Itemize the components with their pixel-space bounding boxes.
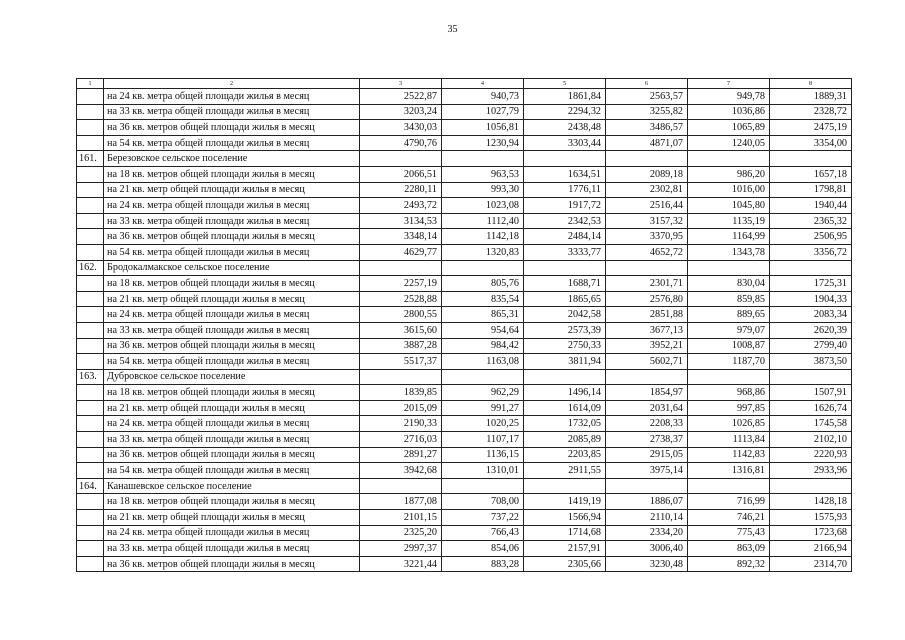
value-cell: 1142,18 (442, 229, 524, 245)
section-row (77, 478, 852, 494)
value-cell: 3677,13 (606, 322, 688, 338)
row-label: на 54 кв. метра общей площади жилья в месяц (104, 463, 360, 479)
value-cell: 3811,94 (524, 354, 606, 370)
value-cell: 2085,89 (524, 432, 606, 448)
section-number: 162. (77, 260, 104, 276)
column-number-row (77, 79, 852, 89)
value-cell: 5602,71 (606, 354, 688, 370)
row-label: на 18 кв. метров общей площади жилья в месяц (104, 166, 360, 182)
table-row (77, 385, 852, 401)
section-number: 161. (77, 151, 104, 167)
value-cell: 3354,00 (770, 135, 852, 151)
value-cell: 1657,18 (770, 166, 852, 182)
value-cell: 1940,44 (770, 198, 852, 214)
section-row (77, 260, 852, 276)
value-cell: 2166,94 (770, 541, 852, 557)
value-cell: 1163,08 (442, 354, 524, 370)
value-cell: 1016,00 (688, 182, 770, 198)
empty-cell (360, 369, 442, 385)
empty-cell (360, 151, 442, 167)
row-number-cell (77, 338, 104, 354)
table-row (77, 525, 852, 541)
table-row (77, 541, 852, 557)
empty-cell (770, 260, 852, 276)
row-number-cell (77, 291, 104, 307)
value-cell: 805,76 (442, 276, 524, 292)
value-cell: 1798,81 (770, 182, 852, 198)
row-label: на 33 кв. метра общей площади жилья в месяц (104, 432, 360, 448)
value-cell: 2438,48 (524, 120, 606, 136)
value-cell: 2066,51 (360, 166, 442, 182)
value-cell: 1507,91 (770, 385, 852, 401)
value-cell: 1107,17 (442, 432, 524, 448)
row-label: на 54 кв. метра общей площади жилья в месяц (104, 244, 360, 260)
value-cell: 2325,20 (360, 525, 442, 541)
value-cell: 1626,74 (770, 400, 852, 416)
tariff-table (76, 78, 852, 572)
table-row (77, 229, 852, 245)
table-row (77, 120, 852, 136)
table-row (77, 166, 852, 182)
row-label: на 54 кв. метра общей площади жилья в месяц (104, 135, 360, 151)
value-cell: 1904,33 (770, 291, 852, 307)
value-cell: 2365,32 (770, 213, 852, 229)
value-cell: 2573,39 (524, 322, 606, 338)
value-cell: 2933,96 (770, 463, 852, 479)
value-cell: 1889,31 (770, 89, 852, 105)
column-number: 7 (688, 79, 770, 89)
value-cell: 1496,14 (524, 385, 606, 401)
value-cell: 1056,81 (442, 120, 524, 136)
value-cell: 2157,91 (524, 541, 606, 557)
value-cell: 2851,88 (606, 307, 688, 323)
value-cell: 2484,14 (524, 229, 606, 245)
value-cell: 2475,19 (770, 120, 852, 136)
row-number-cell (77, 229, 104, 245)
value-cell: 2089,18 (606, 166, 688, 182)
row-number-cell (77, 182, 104, 198)
column-number: 4 (442, 79, 524, 89)
row-number-cell (77, 432, 104, 448)
value-cell: 2522,87 (360, 89, 442, 105)
row-number-cell (77, 447, 104, 463)
value-cell: 1020,25 (442, 416, 524, 432)
row-number-cell (77, 89, 104, 105)
table-row (77, 322, 852, 338)
row-label: на 36 кв. метров общей площади жилья в месяц (104, 447, 360, 463)
row-label: на 33 кв. метра общей площади жилья в месяц (104, 104, 360, 120)
table-row (77, 307, 852, 323)
value-cell: 1310,01 (442, 463, 524, 479)
row-number-cell (77, 385, 104, 401)
value-cell: 775,43 (688, 525, 770, 541)
value-cell: 2305,66 (524, 556, 606, 572)
value-cell: 2506,95 (770, 229, 852, 245)
row-number-cell (77, 276, 104, 292)
value-cell: 1343,78 (688, 244, 770, 260)
table-row (77, 104, 852, 120)
value-cell: 4871,07 (606, 135, 688, 151)
empty-cell (770, 478, 852, 494)
value-cell: 3356,72 (770, 244, 852, 260)
value-cell: 2576,80 (606, 291, 688, 307)
value-cell: 2334,20 (606, 525, 688, 541)
value-cell: 3203,24 (360, 104, 442, 120)
row-number-cell (77, 120, 104, 136)
value-cell: 3157,32 (606, 213, 688, 229)
value-cell: 3221,44 (360, 556, 442, 572)
value-cell: 865,31 (442, 307, 524, 323)
table-row (77, 198, 852, 214)
value-cell: 1036,86 (688, 104, 770, 120)
value-cell: 1320,83 (442, 244, 524, 260)
table-row (77, 135, 852, 151)
value-cell: 3942,68 (360, 463, 442, 479)
column-number: 2 (104, 79, 360, 89)
row-label: на 18 кв. метров общей площади жилья в месяц (104, 494, 360, 510)
value-cell: 3873,50 (770, 354, 852, 370)
empty-cell (606, 478, 688, 494)
section-title: Березовское сельское поселение (104, 151, 360, 167)
row-number-cell (77, 494, 104, 510)
value-cell: 1027,79 (442, 104, 524, 120)
row-label: на 24 кв. метра общей площади жилья в месяц (104, 416, 360, 432)
column-number: 3 (360, 79, 442, 89)
value-cell: 2190,33 (360, 416, 442, 432)
row-label: на 24 кв. метра общей площади жилья в месяц (104, 89, 360, 105)
value-cell: 708,00 (442, 494, 524, 510)
row-label: на 54 кв. метра общей площади жилья в месяц (104, 354, 360, 370)
row-number-cell (77, 463, 104, 479)
value-cell: 1917,72 (524, 198, 606, 214)
value-cell: 2800,55 (360, 307, 442, 323)
value-cell: 2208,33 (606, 416, 688, 432)
row-number-cell (77, 135, 104, 151)
value-cell: 835,54 (442, 291, 524, 307)
table-row (77, 400, 852, 416)
value-cell: 1575,93 (770, 510, 852, 526)
row-label: на 36 кв. метров общей площади жилья в месяц (104, 556, 360, 572)
value-cell: 2528,88 (360, 291, 442, 307)
value-cell: 1723,68 (770, 525, 852, 541)
row-label: на 33 кв. метра общей площади жилья в месяц (104, 213, 360, 229)
empty-cell (360, 478, 442, 494)
value-cell: 1045,80 (688, 198, 770, 214)
table-row (77, 291, 852, 307)
value-cell: 2280,11 (360, 182, 442, 198)
value-cell: 2493,72 (360, 198, 442, 214)
value-cell: 889,65 (688, 307, 770, 323)
value-cell: 1714,68 (524, 525, 606, 541)
value-cell: 3006,40 (606, 541, 688, 557)
value-cell: 1886,07 (606, 494, 688, 510)
row-number-cell (77, 104, 104, 120)
row-label: на 36 кв. метров общей площади жилья в месяц (104, 338, 360, 354)
value-cell: 2110,14 (606, 510, 688, 526)
value-cell: 1776,11 (524, 182, 606, 198)
value-cell: 968,86 (688, 385, 770, 401)
table-row (77, 510, 852, 526)
value-cell: 2915,05 (606, 447, 688, 463)
value-cell: 3333,77 (524, 244, 606, 260)
value-cell: 2911,55 (524, 463, 606, 479)
empty-cell (524, 151, 606, 167)
empty-cell (524, 369, 606, 385)
table-row (77, 463, 852, 479)
value-cell: 863,09 (688, 541, 770, 557)
value-cell: 1112,40 (442, 213, 524, 229)
value-cell: 979,07 (688, 322, 770, 338)
row-label: на 18 кв. метров общей площади жилья в месяц (104, 276, 360, 292)
empty-cell (770, 369, 852, 385)
column-number: 5 (524, 79, 606, 89)
value-cell: 3975,14 (606, 463, 688, 479)
value-cell: 4790,76 (360, 135, 442, 151)
value-cell: 1732,05 (524, 416, 606, 432)
value-cell: 2342,53 (524, 213, 606, 229)
row-number-cell (77, 213, 104, 229)
value-cell: 1839,85 (360, 385, 442, 401)
value-cell: 1861,84 (524, 89, 606, 105)
row-label: на 21 кв. метр общей площади жилья в месяц (104, 400, 360, 416)
value-cell: 1136,15 (442, 447, 524, 463)
value-cell: 2301,71 (606, 276, 688, 292)
row-number-cell (77, 510, 104, 526)
row-number-cell (77, 400, 104, 416)
value-cell: 2101,15 (360, 510, 442, 526)
empty-cell (442, 369, 524, 385)
value-cell: 984,42 (442, 338, 524, 354)
row-number-cell (77, 244, 104, 260)
table-row (77, 354, 852, 370)
value-cell: 2563,57 (606, 89, 688, 105)
value-cell: 963,53 (442, 166, 524, 182)
empty-cell (524, 478, 606, 494)
empty-cell (360, 260, 442, 276)
value-cell: 1065,89 (688, 120, 770, 136)
value-cell: 3486,57 (606, 120, 688, 136)
value-cell: 1142,83 (688, 447, 770, 463)
empty-cell (606, 151, 688, 167)
value-cell: 2314,70 (770, 556, 852, 572)
section-title: Бродокалмакское сельское поселение (104, 260, 360, 276)
value-cell: 2302,81 (606, 182, 688, 198)
value-cell: 1164,99 (688, 229, 770, 245)
value-cell: 949,78 (688, 89, 770, 105)
section-title: Канашевское сельское поселение (104, 478, 360, 494)
value-cell: 883,28 (442, 556, 524, 572)
empty-cell (770, 151, 852, 167)
row-label: на 21 кв. метр общей площади жилья в месяц (104, 291, 360, 307)
row-label: на 33 кв. метра общей площади жилья в месяц (104, 322, 360, 338)
table-row (77, 213, 852, 229)
value-cell: 3303,44 (524, 135, 606, 151)
value-cell: 991,27 (442, 400, 524, 416)
empty-cell (688, 260, 770, 276)
section-number: 163. (77, 369, 104, 385)
empty-cell (606, 369, 688, 385)
value-cell: 1187,70 (688, 354, 770, 370)
value-cell: 3952,21 (606, 338, 688, 354)
value-cell: 3887,28 (360, 338, 442, 354)
value-cell: 3348,14 (360, 229, 442, 245)
value-cell: 2294,32 (524, 104, 606, 120)
empty-cell (442, 260, 524, 276)
value-cell: 997,85 (688, 400, 770, 416)
value-cell: 2031,64 (606, 400, 688, 416)
value-cell: 2738,37 (606, 432, 688, 448)
value-cell: 2220,93 (770, 447, 852, 463)
row-number-cell (77, 166, 104, 182)
value-cell: 1428,18 (770, 494, 852, 510)
row-label: на 33 кв. метра общей площади жилья в месяц (104, 541, 360, 557)
value-cell: 2620,39 (770, 322, 852, 338)
value-cell: 3430,03 (360, 120, 442, 136)
value-cell: 1634,51 (524, 166, 606, 182)
value-cell: 3370,95 (606, 229, 688, 245)
value-cell: 1745,58 (770, 416, 852, 432)
row-number-cell (77, 307, 104, 323)
table-row (77, 276, 852, 292)
value-cell: 5517,37 (360, 354, 442, 370)
value-cell: 1230,94 (442, 135, 524, 151)
value-cell: 1023,08 (442, 198, 524, 214)
value-cell: 1865,65 (524, 291, 606, 307)
value-cell: 746,21 (688, 510, 770, 526)
value-cell: 854,06 (442, 541, 524, 557)
value-cell: 1688,71 (524, 276, 606, 292)
value-cell: 1614,09 (524, 400, 606, 416)
value-cell: 1854,97 (606, 385, 688, 401)
value-cell: 3134,53 (360, 213, 442, 229)
value-cell: 4629,77 (360, 244, 442, 260)
section-title: Дубровское сельское поселение (104, 369, 360, 385)
row-number-cell (77, 354, 104, 370)
value-cell: 2891,27 (360, 447, 442, 463)
row-label: на 18 кв. метров общей площади жилья в месяц (104, 385, 360, 401)
table-row (77, 89, 852, 105)
value-cell: 766,43 (442, 525, 524, 541)
value-cell: 1419,19 (524, 494, 606, 510)
column-number: 6 (606, 79, 688, 89)
table-row (77, 447, 852, 463)
empty-cell (688, 369, 770, 385)
row-number-cell (77, 525, 104, 541)
value-cell: 1725,31 (770, 276, 852, 292)
table-row (77, 182, 852, 198)
column-number: 1 (77, 79, 104, 89)
value-cell: 2042,58 (524, 307, 606, 323)
value-cell: 1877,08 (360, 494, 442, 510)
value-cell: 1008,87 (688, 338, 770, 354)
value-cell: 716,99 (688, 494, 770, 510)
table-row (77, 432, 852, 448)
value-cell: 2516,44 (606, 198, 688, 214)
value-cell: 1316,81 (688, 463, 770, 479)
value-cell: 3230,48 (606, 556, 688, 572)
section-row (77, 151, 852, 167)
row-number-cell (77, 416, 104, 432)
row-number-cell (77, 556, 104, 572)
row-label: на 36 кв. метров общей площади жилья в месяц (104, 229, 360, 245)
empty-cell (442, 478, 524, 494)
value-cell: 4652,72 (606, 244, 688, 260)
value-cell: 2257,19 (360, 276, 442, 292)
empty-cell (688, 478, 770, 494)
row-label: на 24 кв. метра общей площади жилья в месяц (104, 198, 360, 214)
value-cell: 1240,05 (688, 135, 770, 151)
value-cell: 2102,10 (770, 432, 852, 448)
row-number-cell (77, 198, 104, 214)
value-cell: 859,85 (688, 291, 770, 307)
value-cell: 962,29 (442, 385, 524, 401)
table-row (77, 338, 852, 354)
value-cell: 2716,03 (360, 432, 442, 448)
row-label: на 24 кв. метра общей площади жилья в месяц (104, 307, 360, 323)
empty-cell (442, 151, 524, 167)
value-cell: 993,30 (442, 182, 524, 198)
value-cell: 737,22 (442, 510, 524, 526)
section-row (77, 369, 852, 385)
value-cell: 2799,40 (770, 338, 852, 354)
row-number-cell (77, 541, 104, 557)
empty-cell (606, 260, 688, 276)
empty-cell (524, 260, 606, 276)
value-cell: 3255,82 (606, 104, 688, 120)
table-row (77, 494, 852, 510)
row-number-cell (77, 322, 104, 338)
value-cell: 1026,85 (688, 416, 770, 432)
row-label: на 21 кв. метр общей площади жилья в месяц (104, 510, 360, 526)
value-cell: 2328,72 (770, 104, 852, 120)
value-cell: 2083,34 (770, 307, 852, 323)
table-row (77, 244, 852, 260)
row-label: на 21 кв. метр общей площади жилья в месяц (104, 182, 360, 198)
value-cell: 2997,37 (360, 541, 442, 557)
page-number: 35 (447, 24, 458, 35)
value-cell: 892,32 (688, 556, 770, 572)
value-cell: 830,04 (688, 276, 770, 292)
value-cell: 954,64 (442, 322, 524, 338)
section-number: 164. (77, 478, 104, 494)
empty-cell (688, 151, 770, 167)
value-cell: 940,73 (442, 89, 524, 105)
value-cell: 2015,09 (360, 400, 442, 416)
column-number: 8 (770, 79, 852, 89)
row-label: на 24 кв. метра общей площади жилья в месяц (104, 525, 360, 541)
value-cell: 2203,85 (524, 447, 606, 463)
value-cell: 986,20 (688, 166, 770, 182)
value-cell: 1135,19 (688, 213, 770, 229)
table-row (77, 556, 852, 572)
value-cell: 1566,94 (524, 510, 606, 526)
value-cell: 1113,84 (688, 432, 770, 448)
table-row (77, 416, 852, 432)
value-cell: 3615,60 (360, 322, 442, 338)
value-cell: 2750,33 (524, 338, 606, 354)
row-label: на 36 кв. метров общей площади жилья в месяц (104, 120, 360, 136)
